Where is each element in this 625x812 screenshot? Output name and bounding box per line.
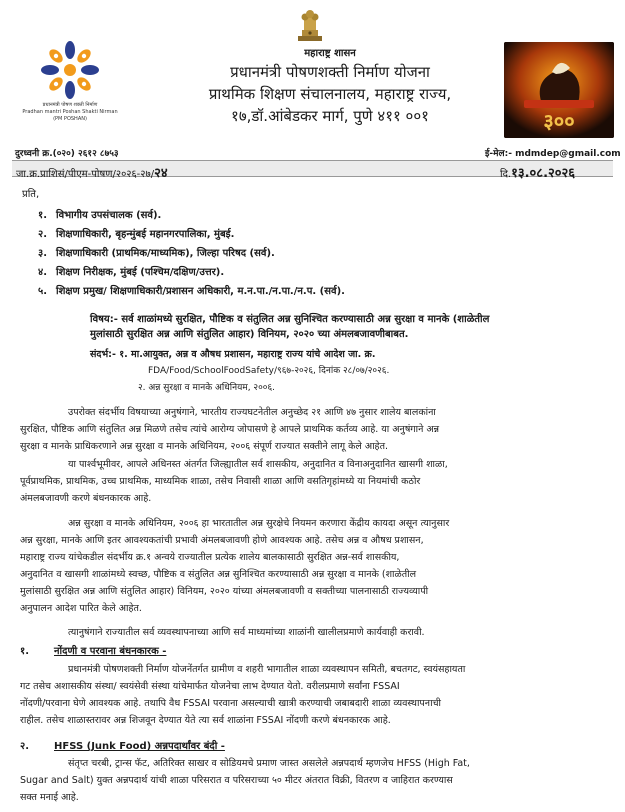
government-name: महाराष्ट्र शासन (304, 48, 356, 59)
phone-number: दुरध्वनी क्र.(०२०) २६१२ ८७५३ (15, 149, 119, 159)
pm-poshan-emblem-icon (35, 40, 105, 102)
section-heading-hfss: २. HFSS (Junk Food) अन्नपदार्थांवर बंदी - (20, 741, 225, 752)
logo-caption-acronym: (PM POSHAN) (53, 116, 87, 122)
section-body-hfss: संतृप्त चरबी, ट्रान्स फॅट, अतिरिक्त साखर व सोडियमचे प्रमाण जास्त असलेले अन्नपदार्थ म्हणजेच HFSS (High Fat, Sugar and Salt) युक्त अन्नपदार्थ यांची शाळा परिसरात व परिसराच्या ५० मीटर अंतरात विक्री, वितरण व जाहिरात करण्यास सक्त मनाई आहे. (20, 758, 470, 803)
recipient-item: १. विभागीय उपसंचालक (सर्व). (38, 210, 162, 221)
date-handwritten: १३.०८.२०२६ (511, 166, 576, 181)
subject (90, 312, 600, 342)
section-body-registration: प्रधानमंत्री पोषणशक्ती निर्माण योजनेंतर्गत ग्रामीण व शहरी भागातील शाळा व्यवस्थापन समिती, बचतगट, स्वयंसहायता गट तसेच अशासकीय संस्था/ स्वयंसेवी संस्था यांचेमार्फत योजनेचा लाभ देण्यात येतो. वरीलप्रमाणे सर्वांना FSSAI नोंदणी/परवाना घेणे आवश्यक आहे. तथापि वैध FSSAI परवाना असल्याची खात्री करण्याची जबाबदारी शाळा व्यवस्थापनाची राहील. तसेच शाळास्तरावर अन्न शिजवून देण्यात येते त्या सर्व शाळांना FSSAI नोंदणी करणे बंधनकारक आहे. (20, 664, 466, 726)
recipient-item: ३. शिक्षणाधिकारी (प्राथमिक/माध्यमिक), जिल्हा परिषद (सर्व). (38, 248, 275, 259)
logo-caption-marathi: प्रधानमंत्री पोषण शक्ती निर्माण (42, 102, 98, 108)
reference-item-1-cont: FDA/Food/SchoolFoodSafety/९६७-२०२६, दिनांक २८/०७/२०२६. (148, 366, 390, 376)
reference-item-2: २. अन्न सुरक्षा व मानके अधिनियम, २००६. (138, 383, 275, 393)
state-emblem-icon (290, 8, 330, 44)
references-block (90, 347, 375, 360)
section-heading-registration: १. नोंदणी व परवाना बंधनकारक - (20, 646, 167, 657)
scheme-title: प्रधानमंत्री पोषणशक्ती निर्माण योजना (230, 63, 430, 81)
anniversary-emblem-icon (504, 42, 614, 138)
recipient-item: ५. शिक्षण प्रमुख/ शिक्षणाधिकारी/प्रशासन अधिकारी, म.न.पा./न.पा./न.प. (सर्व). (38, 286, 345, 297)
references-label: संदर्भ:- (90, 349, 116, 360)
anniversary-logo (504, 42, 614, 138)
subject-line: विषय:- सर्व शाळांमध्ये सुरक्षित, पौष्टिक व संतुलित अन्न सुनिश्चित करण्यासाठी अन्न सुरक्षा व मानके (शाळेतील (90, 314, 490, 325)
to-label: प्रति, (22, 189, 40, 200)
directorate-name: प्राथमिक शिक्षण संचालनालय, महाराष्ट्र राज्य, (208, 85, 452, 103)
paragraph-legal-basis: अन्न सुरक्षा व मानके अधिनियम, २००६ हा भारतातील अन्न सुरक्षेचे नियमन करणारा केंद्रीय कायदा असून त्यानुसार अन्न सुरक्षा, मानके आणि इतर आवश्यकतांची प्रभावी अंमलबजावणी होणे आवश्यक आहे. तसेच अन्न व औषध प्रशासन, महाराष्ट्र राज्य यांचेकडील संदर्भीय क्र.१ अन्वये राज्यातील प्रत्येक शालेय बालकासाठी सुरक्षित अन्न-सर्व शासकीय, अनुदानित व खासगी शाळांमध्ये स्वच्छ, पौष्टिक व संतुलित अन्न सुनिश्चित करण्यासाठी अन्न सुरक्षा व मानके (शाळेतील मुलांसाठी सुरक्षित अन्न आणि संतुलित आहार) विनियम, २०२० यांच्या अंमलबजावणी व सक्तीच्या पालनासाठी राज्यव्यापी अनुपालन आदेश पारित केले आहेत. (20, 518, 450, 614)
reference-number (16, 163, 168, 181)
email-address: ई-मेल:- mdmdep@gmail.com (485, 149, 621, 159)
reference-number-handwritten: २४ (154, 166, 168, 181)
reference-item-1: १. मा.आयुक्त, अन्न व औषध प्रशासन, महाराष्ट्र राज्य यांचे आदेश जा. क्र. (119, 349, 376, 360)
subject-line: मुलांसाठी सुरक्षित अन्न आणि संतुलित आहार) विनियम, २०२० च्या अंमलबजावणीबाबत. (90, 329, 409, 340)
recipient-item: ४. शिक्षण निरीक्षक, मुंबई (पश्चिम/दक्षिण/उत्तर). (38, 267, 225, 278)
reference-prefix: जा.क्र.प्राशिसं/पीएम-पोषण/२०२६-२७/ (16, 169, 155, 180)
paragraph-instruction: त्यानुषंगाने राज्यातील सर्व व्यवस्थापनाच्या आणि सर्व माध्यमांच्या शाळांनी खालीलप्रमाणे कार्यवाही करावी. (68, 627, 425, 638)
paragraph-context: उपरोक्त संदर्भीय विषयाच्या अनुषंगाने, भारतीय राज्यघटनेतील अनुच्छेद २१ आणि ४७ नुसार शालेय बालकांना सुरक्षित, पौष्टिक आणि संतुलित अन्न मिळणे तसेच त्यांचे आरोग्य जोपासणे हे आपले प्राथमिक कर्तव्य आहे. या अनुषंगाने अन्न सुरक्षा व मानके प्राधिकरणाने अन्न सुरक्षा व मानके अधिनियम, २००६ संपूर्ण राज्यात सक्तीने लागू केले आहेत. (20, 407, 440, 452)
directorate-address: १७,डॉ.आंबेडकर मार्ग, पुणे ४११ ००१ (231, 107, 429, 125)
date-prefix: दि. (500, 169, 512, 180)
recipient-item: २. शिक्षणाधिकारी, बृहन्मुंबई महानगरपालिका, मुंबई. (38, 229, 235, 240)
svg-text:३००: ३०० (543, 109, 575, 133)
logo-caption-english: Pradhan mantri Poshan Shakti Nirman (22, 109, 118, 115)
paragraph-scope: या पार्श्वभूमीवर, आपले अधिनस्त अंतर्गत जिल्ह्यातील सर्व शासकीय, अनुदानित व विनाअनुदानित खासगी शाळा, पूर्वप्राथमिक, प्राथमिक, उच्च प्राथमिक, माध्यमिक शाळा, तसेच निवासी शाळा आणि वसतिगृहांमध्ये या नियमांची कठोर अंमलबजावणी करणे बंधनकारक आहे. (20, 459, 448, 504)
reference-date (500, 163, 575, 181)
pm-poshan-logo (20, 40, 120, 123)
